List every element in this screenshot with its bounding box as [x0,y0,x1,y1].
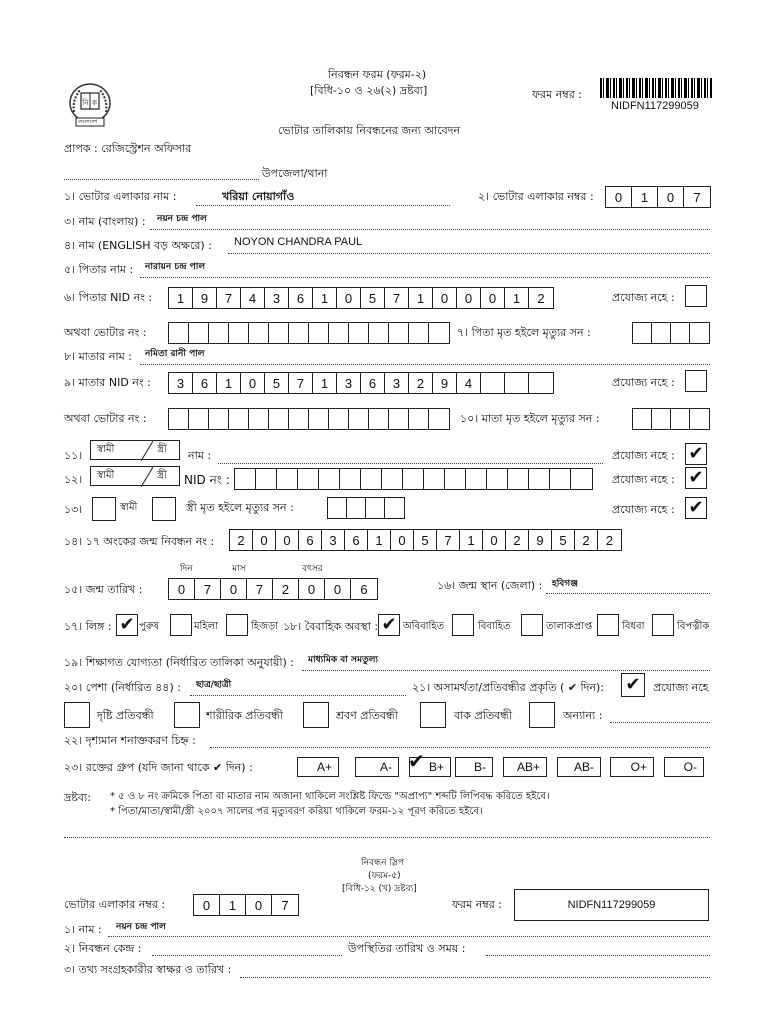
digit-cell[interactable] [424,469,445,489]
digit-cell[interactable]: 9 [529,530,552,550]
digit-cell[interactable] [235,469,256,489]
digit-cell[interactable] [189,323,209,343]
blood-group-label: ২৩। রক্তের গ্রুপ (যদি জানা থাকে ✔ দিন) : [64,761,253,774]
digit-cell[interactable]: 2 [575,530,598,550]
mother-voter-no-label: অথবা ভোটার নং : [64,412,147,425]
wife-death-year-boxes[interactable] [327,497,405,519]
digit-cell[interactable] [340,469,361,489]
recipient: প্রাপক : রেজিস্ট্রেশন অফিসার [64,142,192,155]
digit-cell[interactable] [361,469,382,489]
digit-cell[interactable] [429,323,449,343]
birth-reg-label: ১৪। ১৭ অংকের জন্ম নিবন্ধন নং : [64,535,215,548]
spouse-name-na-checkbox[interactable] [685,443,707,465]
digit-cell[interactable]: 6 [360,581,368,597]
gender-male-label: পুরুষ [139,621,159,632]
voter-area-number-label: ২। ভোটার এলাকার নম্বর : [478,190,594,203]
slip-form-number: NIDFN117299059 [567,899,656,911]
form-number-label: ফরম নম্বর : [532,88,582,101]
widow-checkbox[interactable] [597,614,619,636]
voter-area-name-value[interactable]: খরিয়া নোয়াগাঁও [222,190,295,203]
mother-nid-na-checkbox[interactable] [685,370,707,392]
digit-cell[interactable] [690,409,709,429]
digit-cell[interactable] [169,409,189,429]
digit-cell[interactable]: 7 [281,897,289,913]
spouse-name-na-label: প্রযোজ্য নহে : [612,449,675,462]
slip-collector-label: ৩। তথ্য সংগ্রহকারীর স্বাক্ষর ও তারিখ : [64,963,232,976]
digit-cell[interactable] [329,409,349,429]
mother-death-year-label: ১০। মাতা মৃত হইলে মৃত্যুর সন : [460,412,600,425]
digit-cell[interactable]: 6 [193,373,217,393]
birth-place-value[interactable]: হবিগঞ্জ [552,579,578,589]
disability-na-checkbox[interactable] [621,673,645,697]
name-bangla-label: ৩। নাম (বাংলায়) : [64,215,146,228]
physical-disability-checkbox[interactable] [174,702,200,728]
digit-cell[interactable] [329,323,349,343]
hearing-disability-label: শ্রবণ প্রতিবন্ধী [336,709,398,722]
marital-status-label: ১৮। বৈবাহিক অবস্থা : [283,620,379,633]
digit-cell[interactable]: 6 [299,530,322,550]
blood-group-option[interactable]: A+ [297,757,339,777]
digit-cell[interactable]: 0 [391,530,414,550]
wife-deceased-checkbox[interactable] [152,497,176,521]
digit-cell[interactable] [652,409,671,429]
digit-cell[interactable] [466,469,487,489]
digit-cell[interactable]: 1 [217,373,241,393]
digit-cell[interactable]: 0 [246,895,272,915]
digit-cell[interactable] [369,323,389,343]
digit-cell[interactable]: 5 [414,530,437,550]
digit-cell[interactable]: 3 [265,288,289,308]
digit-cell[interactable]: 1 [632,187,658,207]
digit-cell[interactable] [652,323,671,343]
mother-name-value[interactable]: নমিতা রানী পাল [145,349,205,359]
digit-cell[interactable]: 0 [253,530,276,550]
birth-reg-boxes[interactable] [229,529,622,551]
digit-cell[interactable] [209,323,229,343]
digit-cell[interactable] [429,409,449,429]
birth-date-boxes[interactable] [168,578,378,600]
election-commission-logo [66,82,114,128]
digit-cell[interactable] [349,323,369,343]
digit-cell[interactable]: 0 [433,288,457,308]
birth-date-label: ১৫। জন্ম তারিখ : [64,583,143,596]
day-caption: দিন [180,564,193,574]
digit-cell[interactable] [366,498,385,518]
digit-cell[interactable]: 0 [483,530,506,550]
check-icon: ✔ [119,614,135,635]
digit-cell[interactable]: 1 [505,288,529,308]
father-voter-no-label: অথবা ভোটার নং : [64,326,147,339]
digit-cell[interactable]: 1 [220,895,246,915]
name-english-value[interactable]: NOYON CHANDRA PAUL [234,236,363,248]
digit-cell[interactable] [269,409,289,429]
mother-nid-label: ৯। মাতার NID নং : [64,376,151,389]
digit-cell[interactable] [550,469,571,489]
digit-cell[interactable]: 0 [337,288,361,308]
father-nid-na-checkbox[interactable] [685,285,707,307]
blood-group-option[interactable]: B+ ✔ [409,757,451,777]
father-death-year-label: ৭। পিতা মৃত হইলে মৃত্যুর সন : [457,326,591,339]
digit-cell[interactable]: 0 [606,187,632,207]
spouse-nid-label: NID নং : [184,473,230,487]
svg-text:ক: ক [92,99,97,107]
spouse-nid-na-checkbox[interactable] [685,467,707,489]
digit-cell[interactable]: 5 [361,288,385,308]
speech-disability-label: বাক প্রতিবন্ধী [454,709,513,722]
mother-name-label: ৮। মাতার নাম : [64,350,132,363]
digit-cell[interactable]: 0 [241,373,265,393]
wife-death-year-label: স্ত্রী মৃত হইলে মৃত্যুর সন : [186,501,294,514]
digit-cell[interactable] [277,469,298,489]
digit-cell[interactable]: 9 [433,373,457,393]
gender-female-label: মহিলা [194,621,219,632]
application-title: ভোটার তালিকায় নিবন্ধনের জন্য আবেদন [278,124,461,137]
blood-group-option[interactable]: O- [664,757,704,777]
form-title: নিবন্ধন ফরম (ফরম-২) [328,68,427,81]
check-icon: ✔ [688,443,704,464]
widower-label: বিপত্নীক [677,621,710,632]
wife-death-na-checkbox[interactable] [685,497,707,519]
birth-place-label: ১৬। জন্ম স্থান (জেলা) : [437,579,543,592]
barcode-number: NIDFN117299059 [611,100,699,112]
digit-cell[interactable]: 6 [345,530,368,550]
unmarried-checkbox[interactable] [378,614,400,636]
item-12-label: ১২। [64,473,83,486]
divorced-label: তালাকপ্রাপ্ত [546,621,593,632]
name-english-label: ৪। নাম (ENGLISH বড় অক্ষরে) : [64,239,212,252]
digit-cell[interactable]: 1 [313,373,337,393]
digit-cell[interactable] [508,469,529,489]
digit-cell[interactable] [409,409,429,429]
wife-option[interactable]: স্ত্রী [157,444,167,455]
digit-cell[interactable]: 6 [361,373,385,393]
father-nid-label: ৬। পিতার NID নং : [64,291,153,304]
item-13-label: ১৩। [64,503,83,516]
slip-form-number-label: ফরম নম্বর : [452,898,502,911]
slip-form: (ফরম-৫) [368,871,401,881]
spouse-selector-11[interactable] [90,440,180,460]
digit-cell[interactable] [319,469,340,489]
digit-cell[interactable]: 3 [385,373,409,393]
svg-text:নি: নি [82,99,89,107]
digit-cell[interactable] [671,323,690,343]
digit-cell[interactable] [529,469,550,489]
digit-cell[interactable]: 0 [658,187,684,207]
voter-area-name-label: ১। ভোটার এলাকার নাম : [64,190,177,203]
digit-cell[interactable] [229,323,249,343]
digit-cell[interactable] [481,373,505,393]
wife-death-na-label: প্রযোজ্য নহে : [612,503,675,516]
father-name-value[interactable]: নারায়ন চন্দ্র পাল [145,262,206,272]
slip-center-label: ২। নিবন্ধন কেন্দ্র : [64,942,142,955]
digit-cell[interactable]: 7 [289,373,313,393]
father-death-year-boxes[interactable] [632,322,710,344]
digit-cell[interactable]: 4 [241,288,265,308]
slip-rule: [বিধি-১২ (খ) দ্রষ্টব্য] [342,884,417,894]
digit-cell[interactable] [289,323,309,343]
digit-cell[interactable] [389,409,409,429]
digit-cell[interactable] [349,409,369,429]
digit-cell[interactable]: 7 [195,579,221,599]
digit-cell[interactable]: 2 [409,373,433,393]
digit-cell[interactable]: 2 [506,530,529,550]
visual-disability-checkbox[interactable] [64,702,90,728]
digit-cell[interactable]: 3 [169,373,193,393]
widow-label: বিধবা [622,621,645,632]
slip-area-number-boxes[interactable] [193,894,299,916]
father-nid-boxes[interactable] [168,287,554,309]
digit-cell[interactable]: 5 [265,373,289,393]
blood-group-option[interactable]: AB- [557,757,601,777]
widower-checkbox[interactable] [652,614,674,636]
digit-cell[interactable]: 1 [169,288,193,308]
digit-cell[interactable] [256,469,277,489]
check-icon: ✔ [381,614,397,635]
digit-cell[interactable]: 0 [221,579,247,599]
digit-cell[interactable] [269,323,289,343]
digit-cell[interactable]: 2 [230,530,253,550]
digit-cell[interactable]: 7 [247,579,273,599]
blood-group-option[interactable]: AB+ [503,757,547,777]
husband-option[interactable]: স্বামী [97,444,115,455]
digit-cell[interactable]: 0 [276,530,299,550]
other-disability-label: অন্যান্য : [563,709,603,722]
divorced-checkbox[interactable] [521,614,543,636]
spouse-name-label: নাম : [188,449,212,462]
digit-cell[interactable] [249,323,269,343]
occupation-value[interactable]: ছাত্র/ছাত্রী [196,680,232,690]
married-label: বিবাহিত [478,621,511,632]
digit-cell[interactable] [633,323,652,343]
disability-na-label: প্রযোজ্য নহে [653,681,709,694]
upazila-label: উপজেলা/থানা [262,167,328,180]
digit-cell[interactable]: 3 [337,373,361,393]
digit-cell[interactable] [309,323,329,343]
speech-disability-checkbox[interactable] [420,702,446,728]
digit-cell[interactable]: 1 [409,288,433,308]
education-value[interactable]: মাধ্যমিক বা সমতুল্য [308,655,379,665]
note-1: * ৫ ও ৮ নং ক্রমিকে পিতা বা মাতার নাম অজানা থাকিলে সংশ্লিষ্ট ফিল্ডে "অপ্রাপ্য" শব্দটি লিপিবদ্ধ করিতে হইবে। [110,791,550,802]
digit-cell[interactable] [571,469,592,489]
wife-option[interactable]: স্ত্রী [157,470,167,481]
digit-cell[interactable]: 4 [457,373,481,393]
blood-group-option[interactable]: A- [355,757,399,777]
mother-voter-no-boxes[interactable] [168,408,450,430]
digit-cell[interactable] [690,323,709,343]
form-subtitle: [বিধি-১০ ও ২৬(২) দ্রষ্টব্য] [310,84,428,97]
digit-cell[interactable] [671,409,690,429]
husband-label: স্বামী [120,502,138,513]
hearing-disability-checkbox[interactable] [303,702,329,728]
digit-cell[interactable] [289,409,309,429]
digit-cell[interactable] [347,498,366,518]
digit-cell[interactable] [328,498,347,518]
blood-group-option[interactable]: B- [455,757,493,777]
digit-cell[interactable]: 0 [325,579,351,599]
barcode [600,78,712,98]
notes-label: দ্রষ্টব্য: [64,791,91,804]
month-caption: মাস [232,564,246,574]
identification-mark-label: ২২। দৃশ্যমান শনাক্তকরণ চিহ্ন : [64,734,196,747]
mother-nid-boxes[interactable] [168,372,554,394]
unmarried-label: অবিবাহিত [403,621,445,632]
spouse-nid-boxes[interactable] [234,468,593,490]
digit-cell[interactable] [409,323,429,343]
gender-hijra-checkbox[interactable] [226,614,248,636]
check-icon: ✔ [688,497,704,518]
slip-attendance-label: উপস্থিতির তারিখ ও সময় : [348,942,466,955]
digit-cell[interactable] [169,323,189,343]
gender-hijra-label: হিজড়া [251,621,279,632]
spouse-nid-na-label: প্রযোজ্য নহে : [612,473,675,486]
digit-cell[interactable] [369,409,389,429]
digit-cell[interactable]: 7 [693,189,701,205]
name-bangla-value[interactable]: নয়ন চন্দ্র পাল [157,214,207,224]
gender-female-checkbox[interactable] [170,614,192,636]
father-nid-na-label: প্রযোজ্য নহে : [612,291,675,304]
digit-cell[interactable]: 2 [537,290,545,306]
digit-cell[interactable] [309,409,329,429]
digit-cell[interactable] [487,469,508,489]
digit-cell[interactable]: 6 [289,288,313,308]
logo-caption: বাংলাদেশ [78,119,98,125]
year-caption: বৎসর [302,564,323,574]
digit-cell[interactable] [385,498,404,518]
voter-area-number-boxes[interactable] [605,186,711,208]
digit-cell[interactable]: 0 [299,579,325,599]
slip-title: নিবন্ধন স্লিপ [361,858,404,868]
digit-cell[interactable]: 0 [169,579,195,599]
digit-cell[interactable]: 1 [313,288,337,308]
slip-area-number-label: ভোটার এলাকার নম্বর : [64,898,166,911]
other-disability-checkbox[interactable] [529,702,555,728]
husband-deceased-checkbox[interactable] [92,497,116,521]
visual-disability-label: দৃষ্টি প্রতিবন্ধী [97,709,154,722]
father-voter-no-boxes[interactable] [168,322,450,344]
digit-cell[interactable]: 9 [193,288,217,308]
digit-cell[interactable]: 7 [437,530,460,550]
digit-cell[interactable] [633,409,652,429]
digit-cell[interactable] [403,469,424,489]
digit-cell[interactable] [189,409,209,429]
spouse-selector-12[interactable] [90,466,180,486]
check-icon: ✔ [688,467,704,488]
physical-disability-label: শারীরিক প্রতিবন্ধী [206,709,283,722]
item-11-label: ১১। [64,449,83,462]
digit-cell[interactable] [382,469,403,489]
digit-cell[interactable]: 0 [194,895,220,915]
slip-name-label: ১। নাম : [64,923,102,936]
check-icon: ✔ [408,749,425,773]
digit-cell[interactable] [249,409,269,429]
digit-cell[interactable] [389,323,409,343]
education-label: ১৯। শিক্ষাগত যোগ্যতা (নির্ধারিত তালিকা অনুযায়ী) : [64,656,294,669]
digit-cell[interactable]: 7 [385,288,409,308]
digit-cell[interactable]: 3 [322,530,345,550]
digit-cell[interactable] [445,469,466,489]
digit-cell[interactable]: 7 [217,288,241,308]
digit-cell[interactable]: 2 [273,579,299,599]
gender-male-checkbox[interactable] [116,614,138,636]
blood-group-option[interactable]: O+ [610,757,654,777]
digit-cell[interactable]: 2 [605,532,614,548]
disability-label: ২১। অসামর্থতা/প্রতিবন্ধীর প্রকৃতি ( ✔ দিন): [412,681,605,694]
check-icon: ✔ [625,674,641,695]
slip-name-value[interactable]: নয়ন চন্দ্র পাল [116,922,166,932]
gender-label: ১৭। লিঙ্গ : [64,620,112,633]
digit-cell[interactable] [529,373,553,393]
mother-death-year-boxes[interactable] [632,408,710,430]
digit-cell[interactable]: 5 [552,530,575,550]
slip-form-number-box [514,889,709,921]
digit-cell[interactable] [298,469,319,489]
note-2: * পিতা/মাতা/স্বামী/স্ত্রী ২০০৭ সালের পর মৃত্যুবরণ করিয়া থাকিলে ফরম-১২ পূরণ করিতে হইবে। [110,806,483,817]
digit-cell[interactable]: 1 [460,530,483,550]
digit-cell[interactable] [209,409,229,429]
digit-cell[interactable] [505,373,529,393]
digit-cell[interactable] [229,409,249,429]
digit-cell[interactable]: 0 [481,288,505,308]
digit-cell[interactable]: 0 [457,288,481,308]
married-checkbox[interactable] [452,614,474,636]
father-name-label: ৫। পিতার নাম : [64,263,134,276]
mother-nid-na-label: প্রযোজ্য নহে : [612,376,675,389]
digit-cell[interactable]: 1 [368,530,391,550]
husband-option[interactable]: স্বামী [97,470,115,481]
occupation-label: ২০। পেশা (নির্ধারিত ৪৪) : [64,681,181,694]
